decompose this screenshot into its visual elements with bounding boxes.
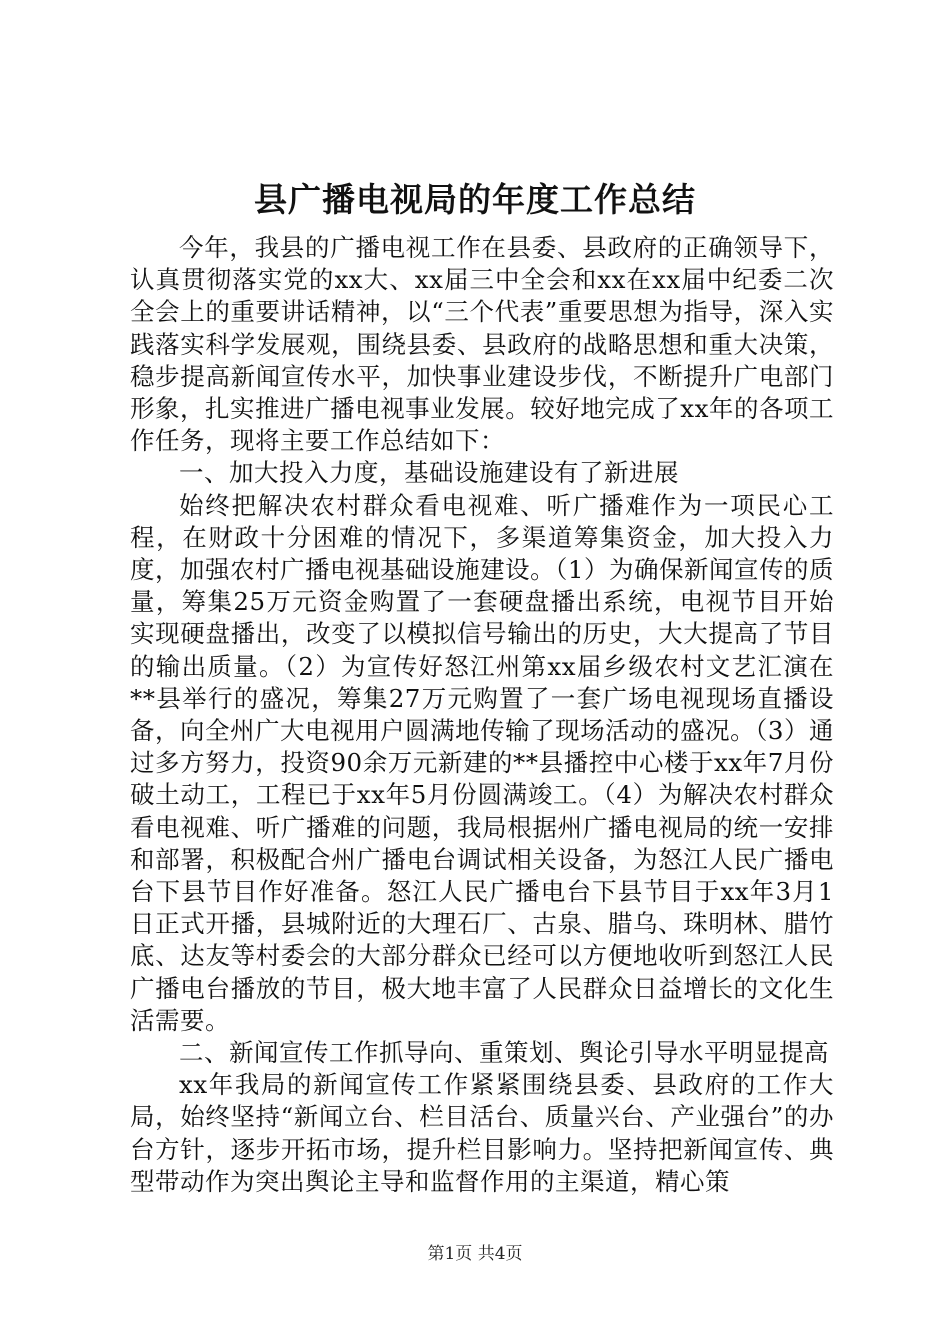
section-heading-2: 二、新闻宣传工作抓导向、重策划、舆论引导水平明显提高 — [179, 1038, 829, 1068]
paragraph-intro: 今年，我县的广播电视工作在县委、县政府的正确领导下，认真贯彻落实党的xx大、xx届三中全会和xx在xx届中纪委二次全会上的重要讲话精神，以“三个代表”重要思想为指导，深入实践落实科学发展观，围绕县委、县政府的战略思想和重大决策，稳步提高新闻宣传水平，加快事业建设步伐，不断提升广电部门形象，扎实推进广播电视事业发展。较好地完成了xx年的各项工作任务，现将主要工作总结如下： — [130, 233, 834, 456]
section-heading-1: 一、加大投入力度，基础设施建设有了新进展 — [179, 458, 679, 488]
paragraph-section-1: 始终把解决农村群众看电视难、听广播难作为一项民心工程，在财政十分困难的情况下，多渠道筹集资金，加大投入力度，加强农村广播电视基础设施建设。（1）为确保新闻宣传的质量，筹集25万元资金购置了一套硬盘播出系统，电视节目开始实现硬盘播出，改变了以模拟信号输出的历史，大大提高了节目的输出质量。（2）为宣传好怒江州第xx届乡级农村文艺汇演在**县举行的盛况，筹集27万元购置了一套广场电视现场直播设备，向全州广大电视用户圆满地传输了现场活动的盛况。（3）通过多方努力，投资90余万元新建的**县播控中心楼于xx年7月份破土动工，工程已于xx年5月份圆满竣工。（4）为解决农村群众看电视难、听广播难的问题，我局根据州广播电视局的统一安排和部署，积极配合州广播电台调试相关设备，为怒江人民广播电台下县节目作好准备。怒江人民广播电台下县节目于xx年3月1日正式开播，县城附近的大理石厂、古泉、腊乌、珠明林、腊竹底、达友等村委会的大部分群众已经可以方便地收听到怒江人民广播电台播放的节目，极大地丰富了人民群众日益增长的文化生活需要。 — [130, 490, 834, 1035]
page-number-footer: 第1页 共4页 — [427, 1244, 523, 1264]
paragraph-section-2: xx年我局的新闻宣传工作紧紧围绕县委、县政府的工作大局，始终坚持“新闻立台、栏目活台、质量兴台、产业强台”的办台方针，逐步开拓市场，提升栏目影响力。坚持把新闻宣传、典型带动作为突出舆论主导和监督作用的主渠道，精心策 — [130, 1070, 834, 1196]
document-title: 县广播电视局的年度工作总结 — [254, 180, 696, 219]
document-body — [130, 232, 834, 1198]
